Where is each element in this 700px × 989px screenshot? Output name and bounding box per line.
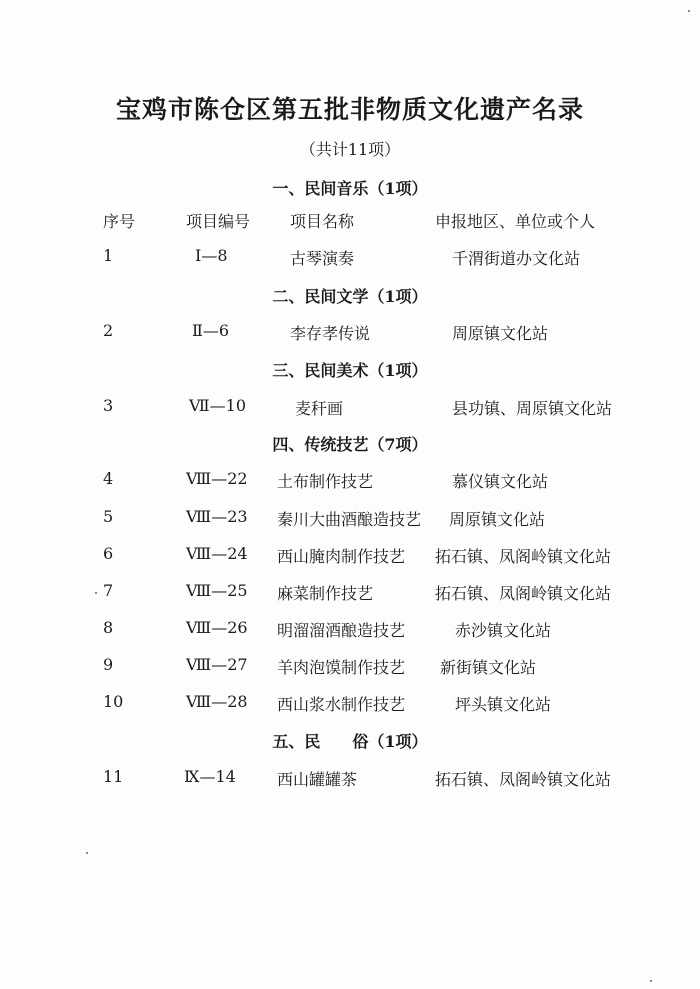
section-heading-traditional-crafts: 四、传统技艺（7项） [272, 435, 428, 454]
row-code: Ⅷ—28 [186, 692, 248, 711]
row-no: 1 [103, 246, 114, 265]
row-region: 拓石镇、凤阁岭镇文化站 [435, 584, 612, 603]
scan-speck [688, 10, 690, 12]
table-row [0, 692, 700, 716]
row-code: Ⅶ—10 [189, 396, 247, 415]
row-region: 赤沙镇文化站 [455, 621, 552, 640]
table-header [0, 209, 700, 233]
row-no: 2 [103, 321, 114, 340]
row-code: Ⅷ—26 [186, 618, 248, 637]
row-no: 10 [103, 692, 124, 711]
row-region: 周原镇文化站 [452, 324, 549, 343]
row-code: Ⅷ—23 [186, 507, 248, 526]
row-region: 新街镇文化站 [440, 658, 537, 677]
scan-speck [650, 980, 652, 982]
row-code: Ⅷ—24 [186, 544, 248, 563]
row-name: 秦川大曲酒酿造技艺 [277, 510, 422, 529]
row-code: Ⅸ—14 [184, 767, 236, 786]
table-row [0, 618, 700, 642]
row-region: 拓石镇、凤阁岭镇文化站 [435, 770, 612, 789]
table-row [0, 469, 700, 493]
table-row [0, 321, 700, 345]
table-row [0, 581, 700, 605]
table-row [0, 767, 700, 791]
scan-speck [86, 852, 88, 854]
row-name: 明溜溜酒酿造技艺 [277, 621, 406, 640]
row-code: Ⅱ—6 [192, 321, 230, 340]
row-no: 8 [103, 618, 114, 637]
header-no: 序号 [103, 212, 136, 231]
row-no: 9 [103, 655, 114, 674]
document-subtitle: （共计11项） [299, 140, 401, 159]
header-code: 项目编号 [186, 212, 251, 231]
header-name: 项目名称 [290, 212, 355, 231]
section-heading-folk-customs: 五、民 俗（1项） [272, 732, 428, 751]
row-region: 县功镇、周原镇文化站 [452, 399, 613, 418]
row-region: 周原镇文化站 [449, 510, 546, 529]
row-no: 11 [103, 767, 124, 786]
header-region: 申报地区、单位或个人 [435, 212, 596, 231]
row-name: 麦秆画 [295, 399, 344, 418]
row-region: 坪头镇文化站 [455, 695, 552, 714]
row-name: 麻菜制作技艺 [277, 584, 374, 603]
scan-speck [95, 592, 97, 594]
row-region: 拓石镇、凤阁岭镇文化站 [435, 547, 612, 566]
row-no: 4 [103, 469, 114, 488]
row-no: 5 [103, 507, 114, 526]
row-name: 西山浆水制作技艺 [277, 695, 406, 714]
row-name: 西山腌肉制作技艺 [277, 547, 406, 566]
document-title: 宝鸡市陈仓区第五批非物质文化遗产名录 [115, 95, 584, 124]
row-code: Ⅰ—8 [195, 246, 228, 265]
table-row [0, 544, 700, 568]
row-code: Ⅷ—25 [186, 581, 248, 600]
row-no: 3 [103, 396, 114, 415]
row-name: 李存孝传说 [290, 324, 371, 343]
row-no: 6 [103, 544, 114, 563]
row-region: 千渭街道办文化站 [452, 249, 581, 268]
section-heading-folk-music: 一、民间音乐（1项） [272, 179, 428, 198]
table-row [0, 246, 700, 270]
table-row [0, 396, 700, 420]
row-region: 慕仪镇文化站 [452, 472, 549, 491]
table-row [0, 655, 700, 679]
row-name: 羊肉泡馍制作技艺 [277, 658, 406, 677]
row-name: 古琴演奏 [290, 249, 355, 268]
row-code: Ⅷ—22 [186, 469, 248, 488]
section-heading-folk-literature: 二、民间文学（1项） [272, 287, 428, 306]
row-no: 7 [103, 581, 114, 600]
section-heading-folk-art: 三、民间美术（1项） [272, 361, 428, 380]
row-name: 土布制作技艺 [277, 472, 374, 491]
table-row [0, 507, 700, 531]
row-name: 西山罐罐茶 [277, 770, 358, 789]
row-code: Ⅷ—27 [186, 655, 248, 674]
